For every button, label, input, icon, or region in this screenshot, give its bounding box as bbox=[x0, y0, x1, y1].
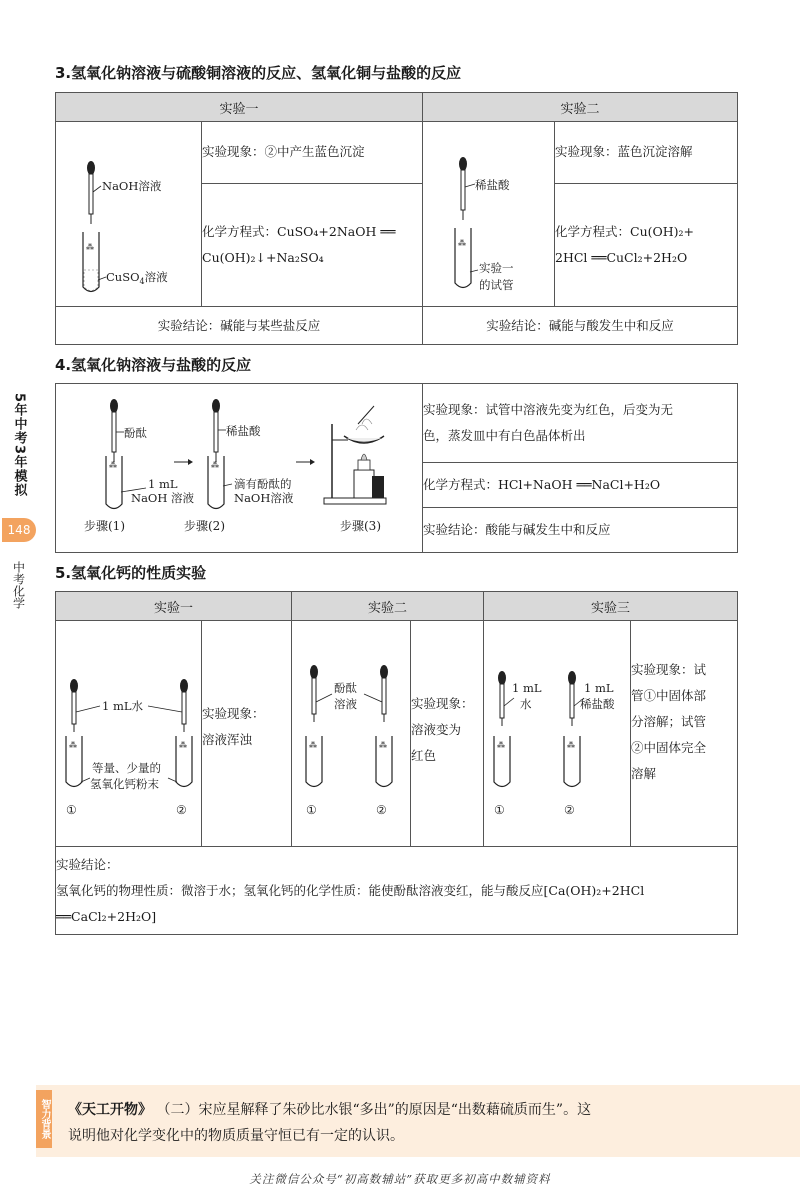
sec5-exp3-figure bbox=[484, 621, 631, 847]
background-line1: （二）宋应星解释了朱砂比水银“多出”的原因是“出数藉硫质而生”。这 bbox=[156, 1102, 592, 1118]
sec5-exp1-phenomenon-line1: 实验现象： bbox=[202, 706, 265, 721]
sec5-exp3-label-b1: 1 mL bbox=[584, 680, 614, 695]
sec5-exp2-phenomenon-line3: 红色 bbox=[411, 748, 437, 763]
sec5-exp3-tube-mark-2: ② bbox=[564, 802, 575, 817]
sec4-equation: 化学方程式：HCl+NaOH ══NaCl+H₂O bbox=[423, 463, 738, 508]
sec5-exp1-figure bbox=[56, 621, 202, 847]
sec5-exp2-figure bbox=[292, 621, 411, 847]
tube-mark: ⁂ bbox=[497, 740, 505, 750]
sec4-figure bbox=[56, 384, 423, 553]
section-3-table bbox=[55, 92, 738, 345]
sec5-conclusion-line2: 氢氧化钙的物理性质：微溶于水；氢氧化钙的化学性质：能使酚酞溶液变红，能与酸反应[Ca(OH)₂+2HCl bbox=[56, 882, 645, 898]
sec4-step1-tube-label-1: 1 mL bbox=[148, 477, 178, 491]
tube-mark: ⁂ bbox=[86, 243, 94, 252]
sec5-exp2-label-2: 溶液 bbox=[334, 696, 357, 711]
sec4-step3-caption: 步骤(3) bbox=[340, 519, 381, 533]
sec5-conclusion-line3: ══CaCl₂+2H₂O] bbox=[56, 908, 157, 924]
side-bar bbox=[0, 380, 38, 620]
sec4-step1-tube-label-2: NaOH 溶液 bbox=[131, 491, 195, 505]
section-5-table bbox=[55, 591, 738, 935]
sec5-exp2-header: 实验二 bbox=[292, 592, 484, 621]
sec3-exp2-equation-line2: 2HCl ══CuCl₂+2H₂O bbox=[555, 249, 688, 265]
sec5-exp1-tube-label-1: 等量、少量的 bbox=[92, 760, 161, 775]
section-3-title: 3.氢氧化钠溶液与硫酸铜溶液的反应、氢氧化铜与盐酸的反应 bbox=[55, 64, 462, 82]
tube-mark: ⁂ bbox=[309, 740, 317, 750]
background-tag: 智力背景 bbox=[36, 1090, 52, 1148]
background-text bbox=[68, 1097, 768, 1149]
sec4-conclusion: 实验结论：酸能与碱发生中和反应 bbox=[423, 508, 738, 553]
sec4-step2-tube-label-2: NaOH溶液 bbox=[234, 491, 294, 505]
sec4-step1-label: 酚酞 bbox=[124, 426, 147, 440]
sec5-exp2-phenomenon-line2: 溶液变为 bbox=[411, 722, 462, 737]
sec5-exp1-tube-mark-2: ② bbox=[176, 802, 187, 817]
sec3-exp2-dropper-label: 稀盐酸 bbox=[475, 178, 510, 192]
sec4-phenomenon-line1: 实验现象：试管中溶液先变为红色，后变为无 bbox=[423, 402, 674, 418]
sec4-step1-caption: 步骤(1) bbox=[84, 519, 125, 533]
sec3-exp1-equation bbox=[202, 183, 423, 306]
sec3-exp1-figure bbox=[56, 122, 202, 307]
sec5-exp3-phenomenon-line4: ②中固体完全 bbox=[631, 740, 707, 755]
sec3-exp1-tube-label: CuSO$_4$溶液 bbox=[106, 270, 168, 286]
sec3-exp1-dropper-label: NaOH溶液 bbox=[102, 179, 162, 193]
tube-mark: ⁂ bbox=[109, 461, 117, 470]
sec3-exp2-conclusion: 实验结论：碱能与酸发生中和反应 bbox=[423, 307, 738, 345]
sec5-exp2-tube-mark-2: ② bbox=[376, 802, 387, 817]
tube-mark: ⁂ bbox=[211, 461, 219, 470]
section-4-title: 4.氢氧化钠溶液与盐酸的反应 bbox=[55, 356, 252, 374]
sec3-exp2-tube-label-2: 的试管 bbox=[479, 278, 514, 292]
sec3-exp2-tube-label-1: 实验一 bbox=[479, 261, 514, 275]
page-number: 148 bbox=[2, 518, 36, 542]
footer-note: 关注微信公众号“初高数辅站”获取更多初高中数辅资料 bbox=[249, 1172, 551, 1186]
sec4-phenomenon-line2: 色，蒸发皿中有白色晶体析出 bbox=[423, 428, 586, 444]
sec5-exp3-phenomenon-line1: 实验现象：试 bbox=[631, 662, 707, 677]
sec5-exp1-tube-mark-1: ① bbox=[66, 802, 77, 817]
sec5-exp1-tube-label-2: 氢氧化钙粉末 bbox=[90, 776, 159, 791]
sec5-exp2-phenomenon-line1: 实验现象： bbox=[411, 696, 474, 711]
section-5-title: 5.氢氧化钙的性质实验 bbox=[55, 564, 207, 582]
section-4-table bbox=[55, 383, 738, 553]
tube-mark: ⁂ bbox=[379, 740, 387, 750]
series-name: 5年中考3年模拟 bbox=[11, 392, 27, 498]
sec5-exp3-label-b2: 稀盐酸 bbox=[580, 696, 615, 711]
sec5-conclusion bbox=[56, 847, 738, 935]
sec5-exp3-phenomenon-line2: 管①中固体部 bbox=[631, 688, 707, 703]
sec5-exp3-header: 实验三 bbox=[484, 592, 738, 621]
sec5-exp3-label-a2: 水 bbox=[520, 696, 532, 711]
sec3-exp1-header: 实验一 bbox=[56, 93, 423, 122]
tube-mark: ⁂ bbox=[458, 239, 466, 248]
background-line2: 说明他对化学变化中的物质质量守恒已有一定的认识。 bbox=[68, 1128, 404, 1144]
sec5-exp1-header: 实验一 bbox=[56, 592, 292, 621]
sec5-exp1-phenomenon-line2: 溶液浑浊 bbox=[202, 732, 253, 747]
sec3-exp1-equation-line1: 化学方程式：CuSO₄+2NaOH ══ bbox=[202, 223, 396, 239]
sec3-exp1-equation-line2: Cu(OH)₂↓+Na₂SO₄ bbox=[202, 249, 324, 265]
tube-mark: ⁂ bbox=[69, 740, 77, 750]
sec5-exp3-phenomenon bbox=[631, 621, 738, 847]
sec3-exp2-equation-line1: 化学方程式：Cu(OH)₂+ bbox=[555, 223, 695, 239]
sec3-exp2-figure bbox=[423, 122, 555, 307]
sec3-exp1-phenomenon: 实验现象：②中产生蓝色沉淀 bbox=[202, 122, 423, 184]
sec5-exp3-tube-mark-1: ① bbox=[494, 802, 505, 817]
tube-mark: ⁂ bbox=[567, 740, 575, 750]
sec4-phenomenon bbox=[423, 384, 738, 463]
sec3-exp2-equation bbox=[555, 183, 738, 306]
sec3-exp1-conclusion: 实验结论：碱能与某些盐反应 bbox=[56, 307, 423, 345]
sec5-exp2-phenomenon bbox=[411, 621, 484, 847]
book-title: 《天工开物》 bbox=[68, 1102, 152, 1118]
sec5-exp3-phenomenon-line5: 溶解 bbox=[631, 766, 657, 781]
sec3-exp2-header: 实验二 bbox=[423, 93, 738, 122]
sec4-step2-label: 稀盐酸 bbox=[226, 424, 261, 438]
sec5-exp2-label-1: 酚酞 bbox=[334, 680, 357, 695]
sec5-exp1-dropper-label: 1 mL水 bbox=[102, 698, 144, 713]
subject-name: 中考化学 bbox=[11, 561, 26, 609]
tube-mark: ⁂ bbox=[179, 740, 187, 750]
sec3-exp2-phenomenon: 实验现象：蓝色沉淀溶解 bbox=[555, 122, 738, 184]
sec4-step2-tube-label-1: 滴有酚酞的 bbox=[234, 477, 292, 491]
sec5-conclusion-line1: 实验结论： bbox=[56, 856, 119, 872]
sec4-step2-caption: 步骤(2) bbox=[184, 519, 225, 533]
sec5-exp2-tube-mark-1: ① bbox=[306, 802, 317, 817]
sec5-exp1-phenomenon bbox=[202, 621, 292, 847]
sec5-exp3-label-a1: 1 mL bbox=[512, 680, 542, 695]
sec5-exp3-phenomenon-line3: 分溶解；试管 bbox=[631, 714, 707, 729]
